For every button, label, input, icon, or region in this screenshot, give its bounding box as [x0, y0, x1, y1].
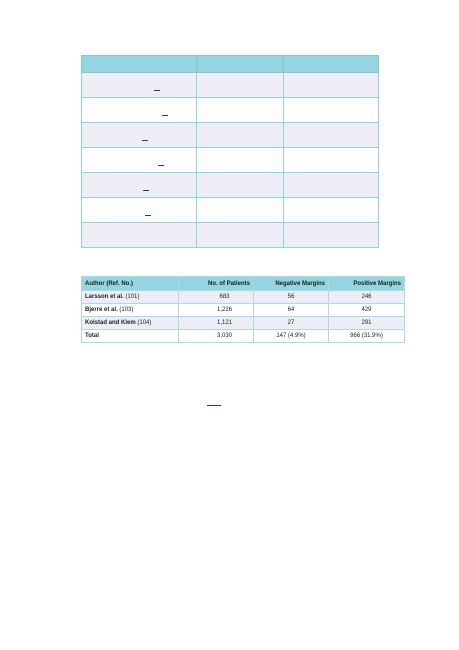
author-name: Bjerre et al.	[85, 307, 118, 313]
table-1-header-cell	[284, 56, 379, 73]
table-1-cell	[82, 173, 197, 198]
positive-cell: 429	[329, 304, 405, 317]
table-1-cell	[284, 223, 379, 248]
table-1	[81, 55, 379, 248]
author-cell	[82, 304, 179, 317]
table-1-cell	[82, 148, 197, 173]
table-row	[82, 291, 405, 304]
author-ref[interactable]: (104)	[137, 320, 152, 326]
table-1-cell	[284, 98, 379, 123]
header-author: Author (Ref. No.)	[82, 277, 179, 291]
patients-cell: 1,121	[179, 317, 254, 330]
positive-cell: 291	[329, 317, 405, 330]
table-1-cell	[82, 73, 197, 98]
reference-link[interactable]	[162, 115, 168, 116]
author-name: Larsson et al.	[85, 294, 124, 300]
patients-cell: 1,226	[179, 304, 254, 317]
table-1-cell	[197, 148, 284, 173]
header-patients: No. of Patients	[179, 277, 254, 291]
table-1-header-cell	[197, 56, 284, 73]
table-1-cell	[82, 123, 197, 148]
margins-table	[81, 276, 405, 343]
table-1-cell	[284, 198, 379, 223]
total-row	[82, 330, 405, 343]
table-1-cell	[284, 173, 379, 198]
table-1-cell	[82, 198, 197, 223]
table-1-cell	[197, 198, 284, 223]
table-1-cell	[284, 148, 379, 173]
negative-cell: 27	[254, 317, 329, 330]
table-1-header-cell	[82, 56, 197, 73]
table-row	[82, 223, 379, 248]
reference-link[interactable]	[158, 165, 164, 166]
negative-cell: 56	[254, 291, 329, 304]
table-1-cell	[82, 98, 197, 123]
table-row	[82, 98, 379, 123]
author-ref[interactable]: (101)	[125, 294, 140, 300]
table-1-cell	[197, 98, 284, 123]
reference-link[interactable]	[142, 140, 148, 141]
header-positive-margins: Positive Margins	[329, 277, 405, 291]
table-1-cell	[197, 173, 284, 198]
table-1-cell	[197, 223, 284, 248]
table-row	[82, 173, 379, 198]
total-label: Total	[82, 330, 179, 343]
reference-link[interactable]	[207, 405, 221, 406]
positive-cell: 246	[329, 291, 405, 304]
patients-cell: 683	[179, 291, 254, 304]
author-ref[interactable]: (103)	[119, 307, 134, 313]
table-1-cell	[284, 123, 379, 148]
table-1-cell	[197, 123, 284, 148]
author-cell	[82, 317, 179, 330]
author-name: Kolstad and Klem	[85, 320, 136, 326]
negative-cell: 64	[254, 304, 329, 317]
author-cell	[82, 291, 179, 304]
table-1-header-row	[82, 56, 379, 73]
total-positive: 966 (31.9%)	[329, 330, 405, 343]
table-header-row	[82, 277, 405, 291]
header-negative-margins: Negative Margins	[254, 277, 329, 291]
table-row	[82, 317, 405, 330]
table-row	[82, 198, 379, 223]
table-row	[82, 73, 379, 98]
table-row	[82, 304, 405, 317]
total-patients: 3,030	[179, 330, 254, 343]
table-row	[82, 123, 379, 148]
table-1-cell	[197, 73, 284, 98]
reference-link[interactable]	[145, 215, 151, 216]
table-row	[82, 148, 379, 173]
table-1-cell	[284, 73, 379, 98]
total-negative: 147 (4.9%)	[254, 330, 329, 343]
reference-link[interactable]	[143, 190, 149, 191]
reference-link[interactable]	[154, 90, 160, 91]
table-1-cell	[82, 223, 197, 248]
